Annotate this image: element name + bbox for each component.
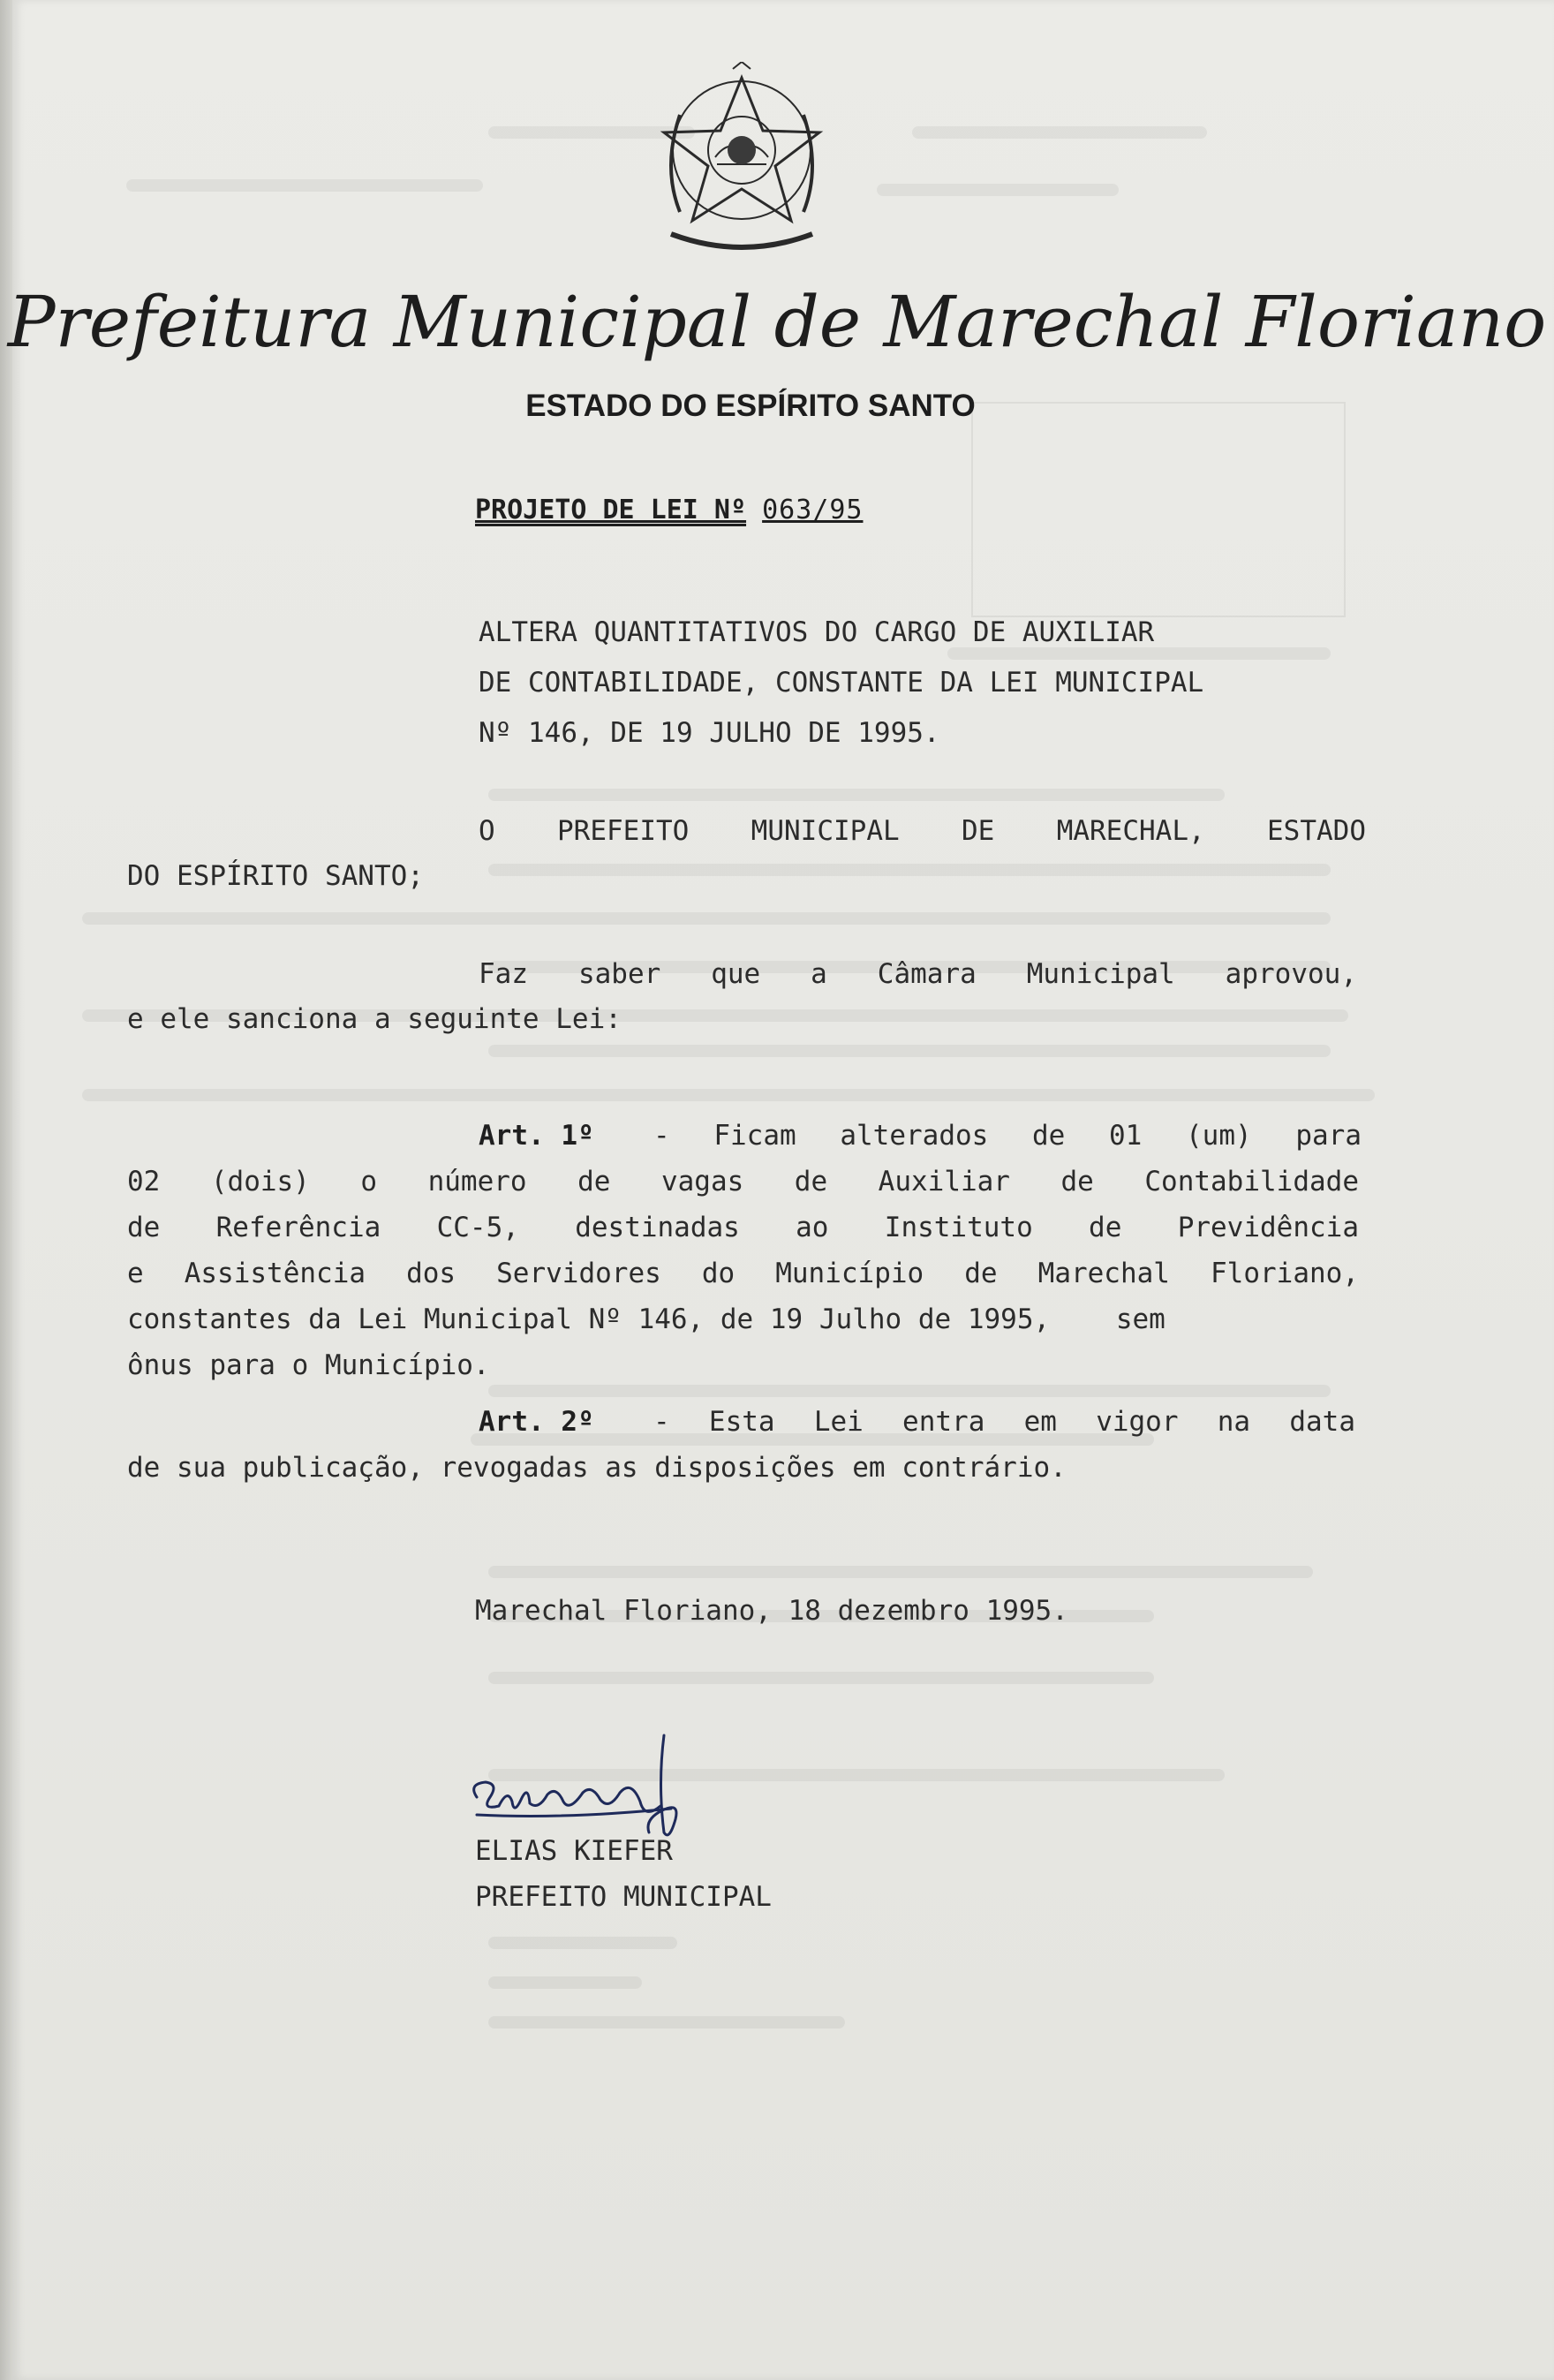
summary-line-2: DE CONTABILIDADE, CONSTANTE DA LEI MUNICIPAL (479, 667, 1204, 699)
state-subtitle: ESTADO DO ESPÍRITO SANTO (525, 389, 976, 423)
preamble-line-1: O PREFEITO MUNICIPAL DE MARECHAL, ESTADO (479, 815, 1366, 847)
article-2-line-1: - Esta Lei entra em vigor na data (653, 1406, 1355, 1438)
summary-line-1: ALTERA QUANTITATIVOS DO CARGO DE AUXILIAR (479, 616, 1155, 648)
place-date: Marechal Floriano, 18 dezembro 1995. (475, 1595, 1068, 1627)
article-2-line-2: de sua publicação, revogadas as disposições em contrário. (127, 1452, 1067, 1484)
bill-label: PROJETO DE LEI Nº (475, 495, 747, 525)
signatory-name: ELIAS KIEFER (475, 1835, 673, 1867)
enactment-line-1: Faz saber que a Câmara Municipal aprovou, (479, 958, 1357, 990)
institution-title: Prefeitura Municipal de Marechal Floriano (7, 281, 1547, 363)
article-1-line-4: e Assistência dos Servidores do Município de Marechal Floriano, (127, 1258, 1359, 1289)
article-1-label: Art. 1º (479, 1120, 594, 1152)
article-1-line-6: ônus para o Município. (127, 1349, 490, 1381)
article-1-line-5: constantes da Lei Municipal Nº 146, de 19 Julho de 1995, sem (127, 1303, 1166, 1335)
article-2-label: Art. 2º (479, 1406, 594, 1438)
article-1-line-1: - Ficam alterados de 01 (um) para (653, 1120, 1362, 1152)
article-1-line-3: de Referência CC-5, destinadas ao Instituto de Previdência (127, 1212, 1359, 1243)
signatory-title: PREFEITO MUNICIPAL (475, 1881, 772, 1913)
summary-line-3: Nº 146, DE 19 JULHO DE 1995. (479, 717, 940, 749)
bill-number-heading (475, 495, 863, 525)
bill-number: 063/95 (762, 495, 864, 525)
enactment-line-2: e ele sanciona a seguinte Lei: (127, 1003, 622, 1035)
coat-of-arms-emblem (645, 62, 839, 265)
article-1-line-2: 02 (dois) o número de vagas de Auxiliar de Contabilidade (127, 1166, 1359, 1198)
preamble-line-2: DO ESPÍRITO SANTO; (127, 860, 424, 892)
